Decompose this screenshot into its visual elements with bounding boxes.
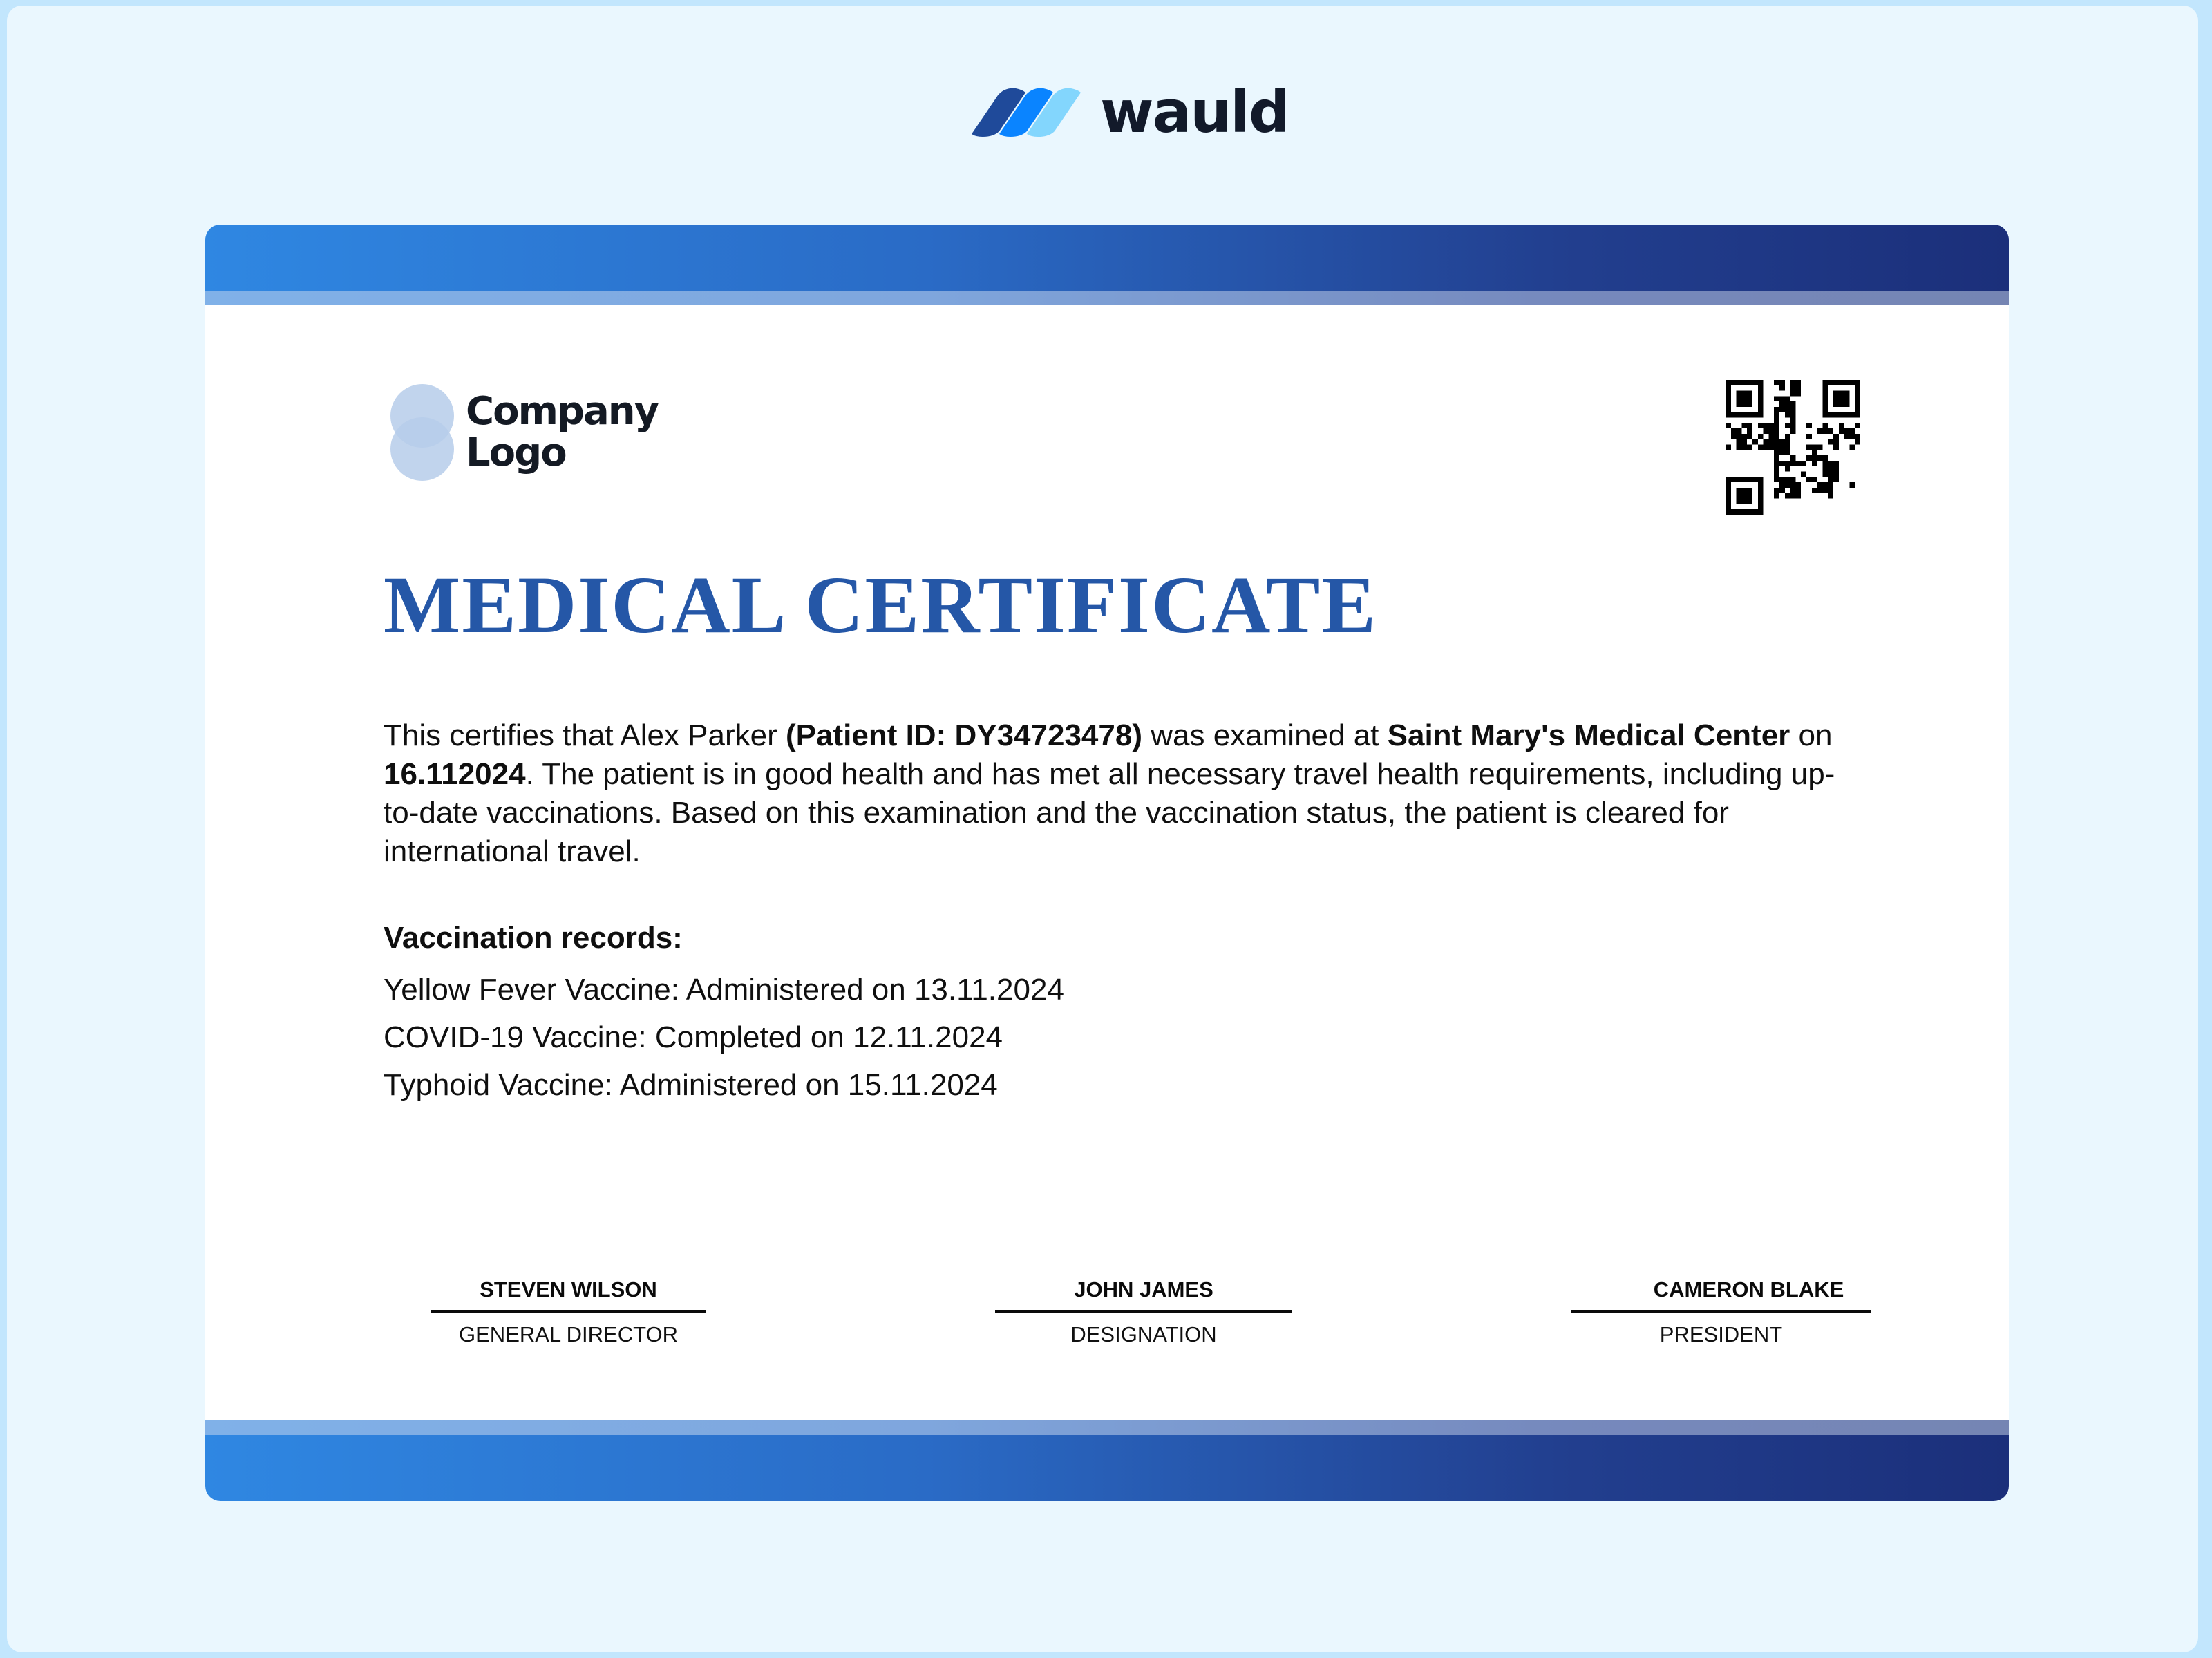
certificate-card xyxy=(205,225,2009,1501)
signatory-name: STEVEN WILSON xyxy=(480,1277,657,1302)
signatory-title: GENERAL DIRECTOR xyxy=(459,1322,678,1346)
vaccination-record: Yellow Fever Vaccine: Administered on 13.11.2024 xyxy=(384,973,1064,1007)
signature-line xyxy=(431,1310,706,1313)
exam-date: 16.112024 xyxy=(384,757,526,791)
footer-band xyxy=(205,1420,2009,1435)
footer-bar xyxy=(205,1435,2009,1501)
company-logo-text xyxy=(466,391,658,474)
vaccination-record: Typhoid Vaccine: Administered on 15.11.2024 xyxy=(384,1068,998,1102)
statement-rest: . The patient is in good health and has met all necessary travel health requirements, including up-to-date vaccinations. Based on this examination and the vaccination status, the patient is cleared for international travel. xyxy=(384,757,1835,868)
vaccination-record: COVID-19 Vaccine: Completed on 12.11.2024 xyxy=(384,1020,1003,1054)
page-background xyxy=(7,6,2198,1652)
statement-examined-at: was examined at xyxy=(1142,718,1388,752)
patient-id: (Patient ID: DY34723478) xyxy=(786,718,1142,752)
company-logo-icon xyxy=(388,383,456,482)
vaccination-list xyxy=(384,966,1064,1109)
company-logo xyxy=(388,383,658,482)
signature-line xyxy=(1571,1310,1871,1313)
signature-block xyxy=(431,1276,706,1349)
statement-intro: This certifies that Alex Parker xyxy=(384,718,786,752)
signatory-name: CAMERON BLAKE xyxy=(1653,1277,1844,1302)
header-bar xyxy=(205,225,2009,291)
certificate-statement xyxy=(384,716,1849,871)
brand-header xyxy=(967,78,1289,146)
wauld-logo-icon xyxy=(967,86,1085,138)
signature-line xyxy=(995,1310,1292,1313)
vaccination-heading: Vaccination records: xyxy=(384,921,683,955)
company-logo-line2: Logo xyxy=(466,430,566,475)
facility-name: Saint Mary's Medical Center xyxy=(1387,718,1790,752)
header-band xyxy=(205,291,2009,305)
statement-on: on xyxy=(1790,718,1833,752)
signature-block xyxy=(995,1276,1292,1349)
signatory-title: PRESIDENT xyxy=(1659,1322,1783,1346)
signatory-name: JOHN JAMES xyxy=(1074,1277,1213,1302)
brand-name: wauld xyxy=(1100,78,1289,146)
company-logo-line1: Company xyxy=(466,389,659,434)
qr-code-icon xyxy=(1726,380,1860,515)
signature-block xyxy=(1571,1276,1871,1349)
certificate-title: MEDICAL CERTIFICATE xyxy=(384,560,1378,650)
signatory-title: DESIGNATION xyxy=(1070,1322,1217,1346)
